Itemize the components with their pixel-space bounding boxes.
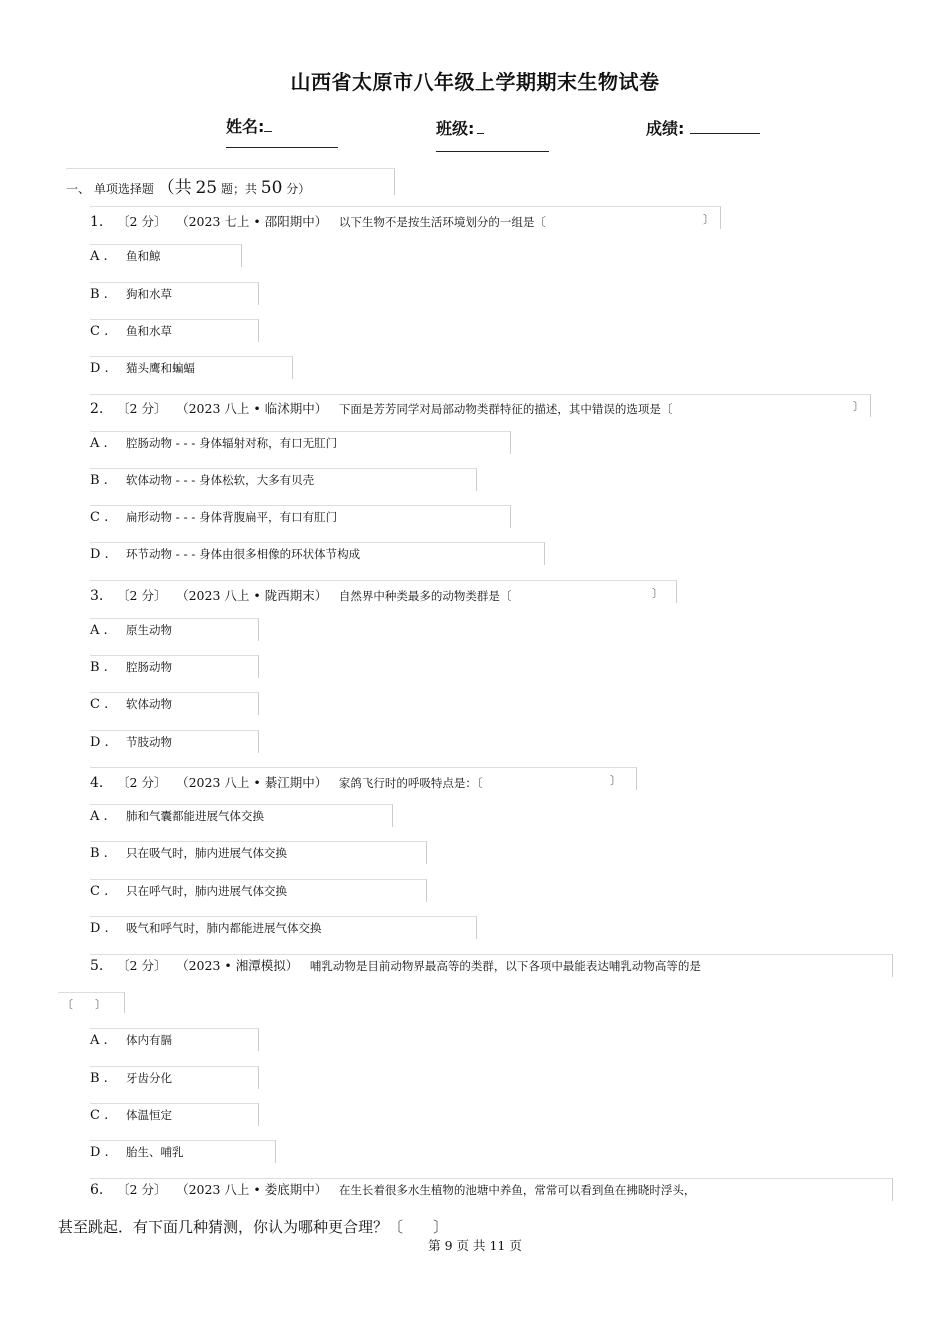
option-c[interactable]: C . 体温恒定	[90, 1108, 172, 1123]
question-1	[90, 212, 546, 230]
section-count-prefix: （共	[157, 178, 192, 198]
question-4	[90, 773, 483, 791]
question-points: 〔2 分〕	[117, 401, 167, 416]
question-text: 以下生物不是按生活环境划分的一组是〔	[338, 215, 546, 229]
question-number: 6.	[90, 1182, 104, 1198]
question-number: 2.	[90, 401, 104, 417]
question-number: 5.	[90, 958, 104, 974]
option-a[interactable]: A . 腔肠动物 - - - 身体辐射对称，有口无肛门	[90, 436, 338, 451]
section-count-mid: 题；共	[220, 182, 257, 196]
option-c[interactable]: C . 只在呼气时，肺内进展气体交换	[90, 884, 287, 899]
question-text-continued: 甚至跳起．有下面几种猜测，你认为哪种更合理？〔 〕	[58, 1218, 449, 1236]
option-b[interactable]: B . 狗和水草	[90, 287, 172, 302]
option-a[interactable]: A . 原生动物	[90, 623, 172, 638]
question-points: 〔2 分〕	[117, 214, 167, 229]
option-d[interactable]: D . 胎生、哺乳	[90, 1145, 184, 1160]
name-label: 姓名:	[226, 117, 265, 136]
option-c[interactable]: C . 软体动物	[90, 697, 172, 712]
option-d[interactable]: D . 吸气和呼气时，肺内都能进展气体交换	[90, 921, 322, 936]
question-source: （2023 八上 • 娄底期中）	[176, 1182, 328, 1197]
class-label: 班级:	[436, 119, 475, 138]
option-b[interactable]: B . 只在吸气时，肺内进展气体交换	[90, 846, 287, 861]
option-d[interactable]: D . 节肢动物	[90, 735, 172, 750]
question-points: 〔2 分〕	[117, 1182, 167, 1197]
option-a[interactable]: A . 鱼和鲸	[90, 249, 161, 264]
name-field-marker	[264, 131, 272, 132]
score-label: 成绩:	[646, 119, 685, 138]
question-2	[90, 399, 672, 417]
question-source: （2023 • 湘潭模拟）	[176, 958, 299, 973]
question-number: 3.	[90, 588, 104, 604]
question-points: 〔2 分〕	[117, 588, 167, 603]
page-number: 第 9 页 共 11 页	[428, 1238, 522, 1253]
section-header	[66, 173, 310, 198]
class-field[interactable]	[436, 151, 549, 152]
option-b[interactable]: B . 腔肠动物	[90, 660, 172, 675]
question-points: 〔2 分〕	[117, 958, 167, 973]
class-field-marker	[477, 133, 484, 134]
question-text: 自然界中种类最多的动物类群是〔	[338, 589, 512, 603]
name-field[interactable]	[226, 147, 338, 148]
section-count: 25	[195, 178, 218, 198]
section-score: 50	[260, 178, 283, 198]
answer-bracket-close: 〕	[703, 213, 714, 226]
question-text: 在生长着很多水生植物的池塘中养鱼，常常可以看到鱼在拂晓时浮头，	[338, 1183, 696, 1197]
question-number: 4.	[90, 775, 104, 791]
question-text: 家鸽飞行时的呼吸特点是：〔	[338, 776, 483, 790]
option-c[interactable]: C . 鱼和水草	[90, 324, 172, 339]
option-b[interactable]: B . 软体动物 - - - 身体松软，大多有贝壳	[90, 473, 315, 488]
page-title: 山西省太原市八年级上学期期末生物试卷	[290, 70, 660, 94]
question-text: 哺乳动物是目前动物界最高等的类群，以下各项中最能表达哺乳动物高等的是	[309, 959, 701, 973]
section-label: 一、 单项选择题	[66, 182, 154, 196]
question-3	[90, 586, 511, 604]
question-source: （2023 八上 • 陇西期末）	[176, 588, 328, 603]
option-d[interactable]: D . 环节动物 - - - 身体由很多相像的环状体节构成	[90, 547, 361, 562]
answer-bracket-close: 〕	[853, 400, 864, 413]
question-source: （2023 八上 • 临沭期中）	[176, 401, 328, 416]
option-c[interactable]: C . 扁形动物 - - - 身体背腹扁平，有口有肛门	[90, 510, 338, 525]
answer-bracket-close: 〕	[652, 587, 663, 600]
question-source: （2023 七上 • 邵阳期中）	[176, 214, 328, 229]
question-source: （2023 八上 • 綦江期中）	[176, 775, 328, 790]
option-d[interactable]: D . 猫头鹰和蝙蝠	[90, 361, 195, 376]
section-score-suffix: 分）	[286, 182, 311, 196]
question-text: 下面是芳芳同学对局部动物类群特征的描述，其中错误的选项是〔	[338, 402, 673, 416]
option-b[interactable]: B . 牙齿分化	[90, 1071, 172, 1086]
question-6	[90, 1180, 695, 1198]
score-field[interactable]	[690, 133, 760, 134]
question-5	[90, 956, 701, 974]
option-a[interactable]: A . 肺和气囊都能进展气体交换	[90, 809, 264, 824]
question-points: 〔2 分〕	[117, 775, 167, 790]
answer-bracket-close: 〕	[610, 774, 621, 787]
question-number: 1.	[90, 214, 104, 230]
option-a[interactable]: A . 体内有膈	[90, 1033, 172, 1048]
answer-bracket[interactable]: 〔 〕	[62, 998, 106, 1011]
